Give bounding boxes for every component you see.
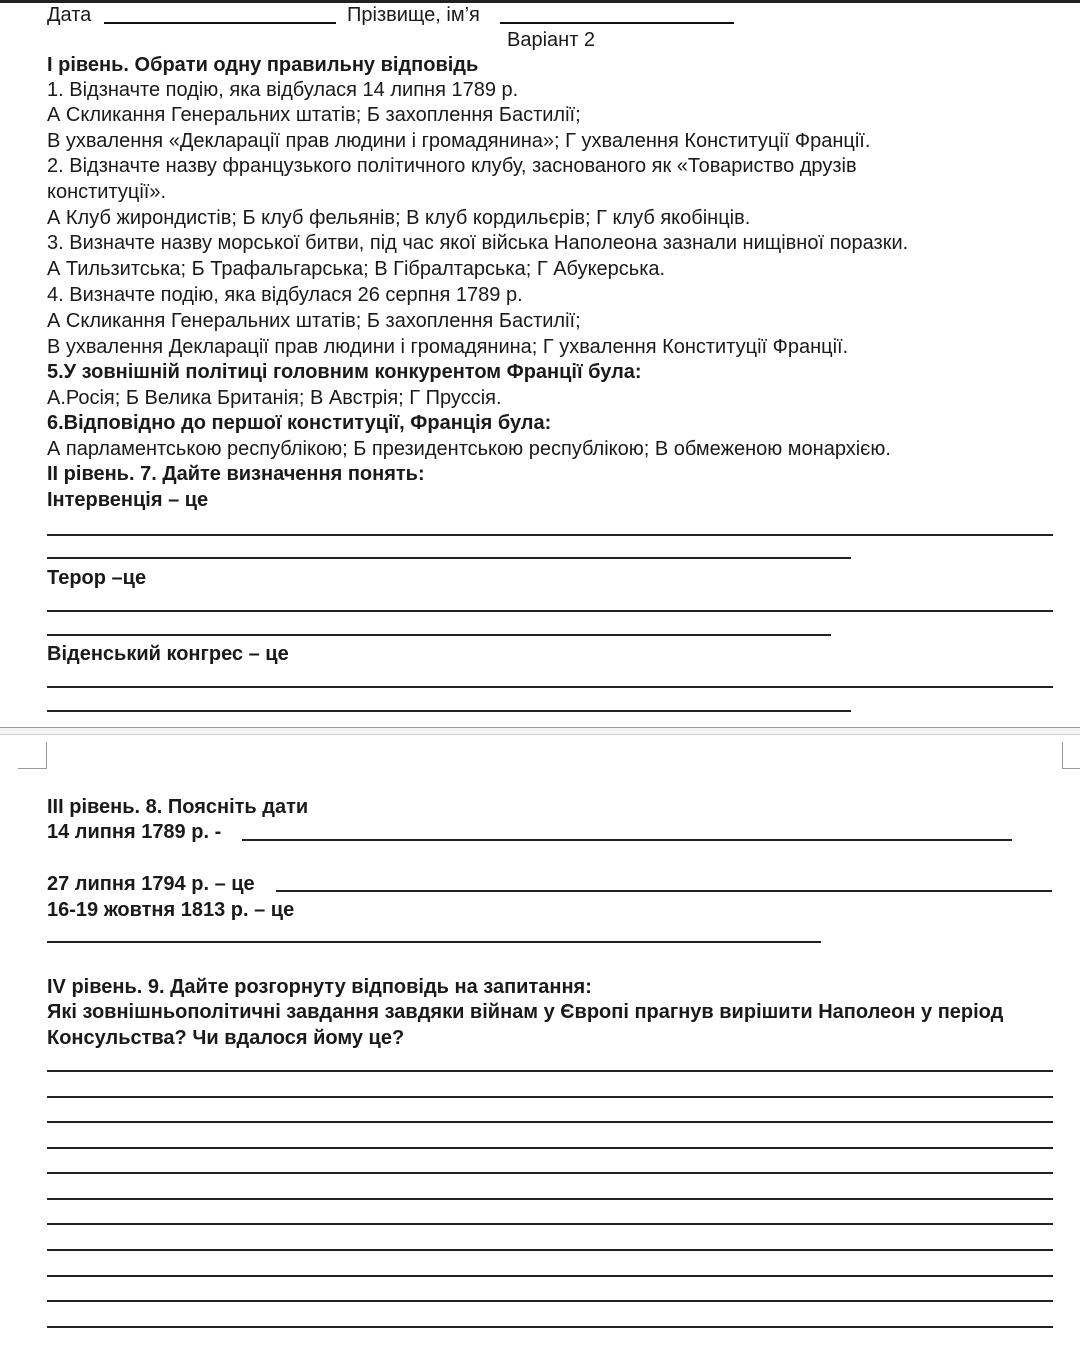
- q2-options: А Клуб жирондистів; Б клуб фельянів; В клуб кордильєрів; Г клуб якобінців.: [47, 207, 751, 229]
- q1-options-line2: В ухвалення «Декларації прав людини і громадянина»; Г ухвалення Конституції Франції.: [47, 130, 871, 152]
- date-field-line: [104, 22, 336, 24]
- variant-title: Варіант 2: [507, 29, 596, 51]
- q1-question: 1. Відзначте подію, яка відбулася 14 липня 1789 р.: [47, 79, 519, 101]
- page-top-border: [0, 0, 1080, 3]
- date-27-july-1794: 27 липня 1794 р. – це: [47, 873, 255, 895]
- q9-question-line1: Які зовнішньополітичні завдання завдяки війнам у Європі прагнув вирішити Наполеон у період: [47, 1001, 1004, 1023]
- q9-question-line2: Консульства? Чи вдалося йому це?: [47, 1027, 405, 1049]
- answer-line: [47, 557, 851, 559]
- page-break-line: [0, 734, 1080, 735]
- answer-line: [47, 1275, 1053, 1277]
- q3-options: А Тильзитська; Б Трафальгарська; В Гібралтарська; Г Абукерська.: [47, 258, 666, 280]
- answer-line: [47, 1249, 1053, 1251]
- q4-question: 4. Визначте подію, яка відбулася 26 серпня 1789 р.: [47, 284, 523, 306]
- q4-options-line2: В ухвалення Декларації прав людини і громадянина; Г ухвалення Конституції Франції.: [47, 336, 849, 358]
- answer-line: [47, 1172, 1053, 1174]
- level1-title: І рівень. Обрати одну правильну відповідь: [47, 54, 479, 76]
- answer-line: [47, 1223, 1053, 1225]
- term-intervention: Інтервенція – це: [47, 489, 209, 511]
- q5-options: А.Росія; Б Велика Британія; В Австрія; Г Пруссія.: [47, 387, 502, 409]
- answer-line: [47, 1198, 1053, 1200]
- answer-line: [47, 1121, 1053, 1123]
- q3-question: 3. Визначте назву морської битви, під час якої війська Наполеона зазнали нищівної поразки.: [47, 232, 909, 254]
- date-label: Дата: [47, 4, 92, 26]
- answer-line: [47, 941, 821, 943]
- answer-line: [47, 634, 831, 636]
- answer-line: [47, 610, 1053, 612]
- level3-title: ІІІ рівень. 8. Поясніть дати: [47, 796, 309, 818]
- name-field-line: [500, 22, 734, 24]
- q2-question-cont: конституції».: [47, 181, 166, 203]
- answer-line: [47, 686, 1053, 688]
- q5-question: 5.У зовнішній політиці головним конкурентом Франції була:: [47, 361, 642, 383]
- answer-line: [47, 1326, 1053, 1328]
- answer-line: [47, 1147, 1053, 1149]
- page-corner-mark: [18, 742, 47, 769]
- answer-line: [47, 1070, 1053, 1072]
- answer-line: [276, 890, 1052, 892]
- term-terror: Терор –це: [47, 567, 147, 589]
- q1-options-line1: А Скликання Генеральних штатів; Б захоплення Бастилії;: [47, 104, 581, 126]
- answer-line: [242, 839, 1012, 841]
- date-14-july-1789: 14 липня 1789 р. -: [47, 821, 222, 843]
- answer-line: [47, 534, 1053, 536]
- answer-line: [47, 1300, 1053, 1302]
- date-16-19-october-1813: 16-19 жовтня 1813 р. – це: [47, 899, 295, 921]
- level2-title: ІІ рівень. 7. Дайте визначення понять:: [47, 463, 425, 485]
- answer-line: [47, 1096, 1053, 1098]
- answer-line: [47, 710, 851, 712]
- q2-question: 2. Відзначте назву французького політичного клубу, заснованого як «Товариство друзів: [47, 155, 857, 177]
- level4-title: IV рівень. 9. Дайте розгорнуту відповідь на запитання:: [47, 976, 592, 998]
- name-label: Прізвище, ім’я: [347, 4, 480, 26]
- term-vienna-congress: Віденський конгрес – це: [47, 643, 289, 665]
- q6-options: А парламентською республікою; Б президентською республікою; В обмеженою монархією.: [47, 438, 891, 460]
- q4-options-line1: А Скликання Генеральних штатів; Б захоплення Бастилії;: [47, 310, 581, 332]
- q6-question: 6.Відповідно до першої конституції, Франція була:: [47, 412, 552, 434]
- page-corner-mark: [1062, 742, 1080, 769]
